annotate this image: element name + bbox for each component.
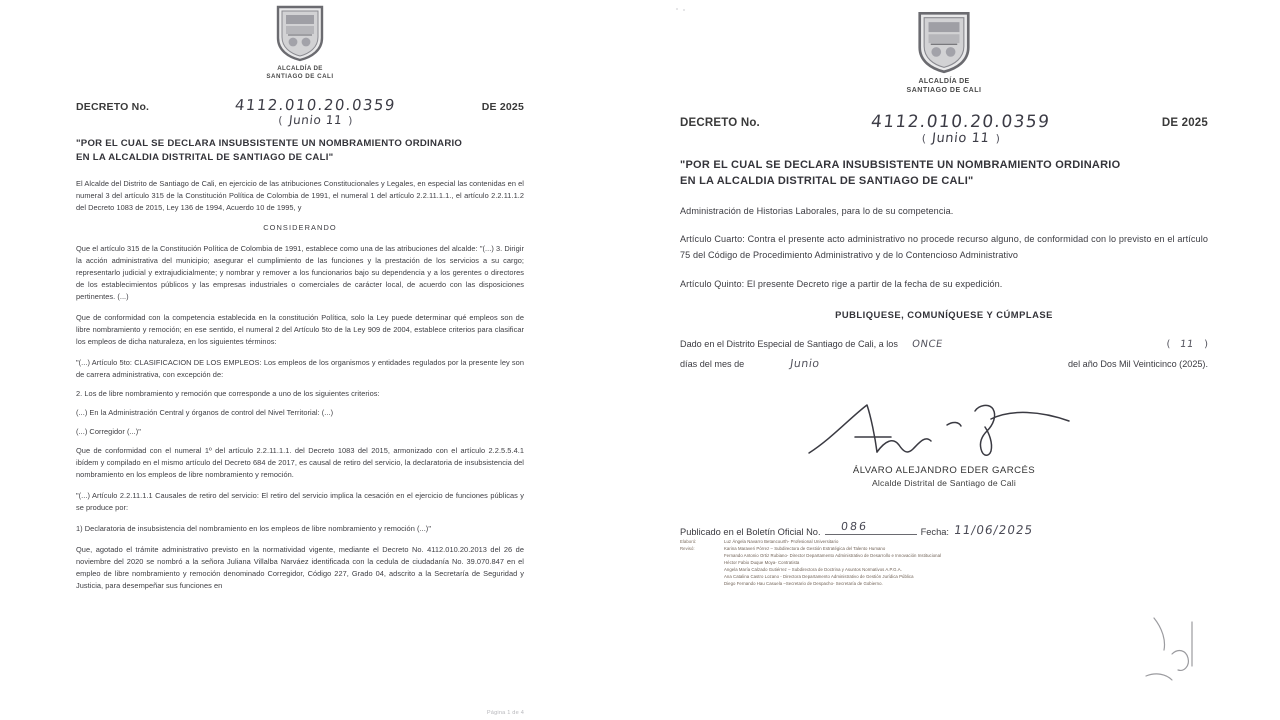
- dado-month-handwritten: Junio: [789, 357, 821, 371]
- margin-initials-marks-icon: [1142, 614, 1202, 684]
- paragraph-considerando-7: Que de conformidad con el numeral 1º del artículo 2.2.11.1.1. del Decreto 1083 del 2015, armonizado con el artículo 2.2.5.5.4.1 ibídem y compilado en el mismo artículo del Decreto 684 de 2017, es causal de retiro del servicio, la declaratoria de insubsistencia del nombramiento en los empleos de libre nombramiento y remoción.: [76, 446, 524, 480]
- signature-area: [680, 397, 1208, 517]
- dado-mid: días del mes de: [680, 359, 745, 370]
- signoff-row: [680, 539, 1208, 546]
- signoff-value: Fernando Antonio Ortiz Rubiano- Director Departamento Administrativo de Desarrollo e Innovación Institucional: [724, 553, 942, 559]
- document-title-left: [76, 137, 524, 165]
- letterhead-right: [680, 10, 1208, 96]
- paragraph-considerando-9: 1) Declaratoria de insubsistencia del nombramiento en los empleos de libre nombramiento y remoción (...)": [76, 524, 431, 534]
- fecha-handwritten: 11/06/2025: [953, 523, 1035, 538]
- decreto-label: DECRETO No.: [680, 116, 760, 129]
- dado-row-1: [680, 335, 1208, 354]
- dado-day-handwritten: ONCE: [911, 339, 944, 351]
- signoff-row: [680, 574, 1208, 581]
- decreto-number-area: [149, 96, 482, 127]
- decreto-date-row: [149, 113, 482, 127]
- signoff-value: Diego Fernando Hau Casuela –Secretario de Despacho- Secretaría de Gobierno.: [724, 580, 883, 586]
- signoff-list: [680, 539, 1208, 588]
- paragraph-considerando-6: (...) Corregidor (...)": [76, 427, 141, 437]
- title-line-2: EN LA ALCALDIA DISTRITAL DE SANTIAGO DE CALI": [76, 151, 334, 163]
- institution-name: [76, 65, 524, 82]
- paragraph-considerando-1: Que el artículo 315 de la Constitución Política de Colombia de 1991, establece como una de las atribuciones del alcalde: "(...) 3. Dirigir la acción administrativa del municipio; asegurar el cumplimiento de las funciones y la prestación de los servicios a su cargo; representarlo judicial y extrajudicialmente; y nombrar y remover a los funcionarios bajo su dependencia y a los gerentes o directores de los establecimientos públicos y las empresas industriales o comerciales de carácter local, de acuerdo con las disposiciones pertinentes. (...): [76, 244, 524, 302]
- signoff-key: [680, 560, 724, 567]
- paren-close: ): [348, 113, 353, 127]
- signoff-key: [680, 553, 724, 560]
- boletin-number-handwritten: 086: [839, 520, 869, 534]
- document-page-right: [670, 0, 1280, 720]
- document-body-right: [680, 204, 1208, 293]
- document-title-right: [680, 158, 1208, 190]
- dado-prefix: Dado en el Distrito Especial de Santiago de Cali, a los: [680, 339, 898, 350]
- decreto-year-label: DE 2025: [1161, 116, 1208, 129]
- signoff-key: Revisó:: [680, 546, 695, 552]
- publiquese-heading: PUBLIQUESE, COMUNÍQUESE Y CÚMPLASE: [835, 309, 1053, 321]
- dado-en-block: [680, 335, 1208, 375]
- signoff-value: Luz Ángela Navarro Betancourth- Profesional Universitario: [724, 539, 839, 545]
- signoff-key: Elaboró:: [680, 539, 697, 545]
- signatory-role: Alcalde Distrital de Santiago de Cali: [871, 478, 1017, 489]
- decree-header-right: [680, 112, 1208, 146]
- signoff-row: [680, 567, 1208, 574]
- title-line-2: EN LA ALCALDIA DISTRITAL DE SANTIAGO DE CALI": [680, 174, 974, 187]
- decreto-month-handwritten: Junio 11: [931, 130, 991, 146]
- institution-name: [680, 77, 1208, 96]
- boletin-oficial-line: [680, 521, 1208, 537]
- boletin-number-field: [825, 521, 917, 535]
- paragraph-considerando-8: "(...) Artículo 2.2.11.1.1 Causales de retiro del servicio: El retiro del servicio implica la cesación en el ejercicio de funciones públicas y se produce por:: [76, 491, 524, 513]
- dado-paren-number: 11: [1179, 339, 1195, 351]
- decreto-number-handwritten: 4112.010.20.0359: [234, 95, 397, 114]
- paren-open: (: [921, 131, 927, 145]
- signoff-key: [680, 581, 724, 588]
- paren-close: ): [995, 131, 1001, 145]
- page-gutter: [600, 0, 670, 720]
- signatory-name: ÁLVARO ALEJANDRO EDER GARCÉS: [852, 465, 1036, 477]
- institution-line-2: SANTIAGO DE CALI: [906, 87, 982, 95]
- paragraph-historias-laborales: Administración de Historias Laborales, para lo de su competencia.: [680, 205, 954, 216]
- paragraph-considerando-4: 2. Los de libre nombramiento y remoción que corresponde a uno de los siguientes criterios:: [76, 389, 380, 399]
- signoff-value: Héctor Fabio Duque Moya- Contratista: [724, 560, 800, 566]
- paragraph-considerando-5: (...) En la Administración Central y órganos de control del Nivel Territorial: (...): [76, 408, 334, 418]
- paragraph-articulo-quinto: Artículo Quinto: El presente Decreto rige a partir de la fecha de su expedición.: [680, 278, 1003, 289]
- decreto-number-handwritten: 4112.010.20.0359: [870, 111, 1052, 132]
- paragraph-articulo-cuarto: Artículo Cuarto: Contra el presente acto administrativo no procede recurso alguno, de conformidad con lo previsto en el artículo 75 del Código de Procedimiento Administrativo y de lo Contencioso Administrativo: [680, 234, 1208, 261]
- dado-paren-open: (: [1166, 339, 1171, 351]
- scan-speckle-artifact: [676, 8, 690, 12]
- paragraph-intro: El Alcalde del Distrito de Santiago de Cali, en ejercicio de las atribuciones Constitucionales y Legales, en especial las contenidas en el numeral 3 del artículo 315 de la Constitución Política de Colombia de 1991, el numeral 1 del artículo 2.2.11.1.1., el artículo 2.2.11.1.2 del Decreto 1083 de 2015, Ley 136 de 1994, Acuerdo 10 de 1995, y: [76, 178, 524, 212]
- decreto-label: DECRETO No.: [76, 100, 150, 113]
- coat-of-arms-icon: [915, 10, 973, 74]
- coat-of-arms-icon: [274, 4, 326, 62]
- considerando-heading: CONSIDERANDO: [263, 223, 337, 233]
- page-footer-left: Página 1 de 4: [486, 710, 524, 716]
- title-line-1: "POR EL CUAL SE DECLARA INSUBSISTENTE UN NOMBRAMIENTO ORDINARIO: [76, 137, 463, 149]
- institution-line-1: ALCALDÍA DE: [918, 78, 970, 85]
- paragraph-considerando-2: Que de conformidad con la competencia establecida en la constitución Política, solo la Ley puede determinar qué empleos son de libre nombramiento y remoción; en ese sentido, el numeral 2 del Artículo 5to de la Ley 909 de 2004, establece criterios para clasificar los empleos de dicha naturaleza, en los siguientes términos:: [76, 313, 524, 347]
- dado-paren-close: ): [1204, 339, 1208, 351]
- decreto-year-label: DE 2025: [481, 100, 524, 113]
- decreto-date-row: [760, 131, 1162, 146]
- signoff-value: Ana Catalina Castro Lozano - Directora Departamento Administrativo de Gestión Jurídica Pública: [724, 573, 914, 579]
- signoff-key: [680, 574, 724, 581]
- fecha-label: Fecha:: [920, 527, 949, 538]
- signoff-value: Angela María Calzado Gutiérrez – Subdirectora de Doctrina y Asuntos Normativos A.P.G.A.: [724, 567, 902, 573]
- paragraph-considerando-10: Que, agotado el trámite administrativo previsto en la normatividad vigente, mediante el Decreto No. 4112.010.20.2013 del 26 de noviembre del 2020 se nombró a la señora Juliana Villalba Narváez identificada con la cedula de ciudadanía No. 39.070.847 en el empleo de libre nombramiento y remoción denominado Corregidor, Código 227, Grado 04, adscrito a la Secretaría de Seguridad y Justicia, para desempeñar sus funciones en: [76, 545, 524, 591]
- institution-line-1: ALCALDÍA DE: [277, 65, 323, 72]
- dado-suffix: del año Dos Mil Veinticinco (2025).: [1067, 359, 1208, 370]
- signoff-row: [680, 581, 1208, 588]
- signoff-row: [680, 546, 1208, 553]
- title-line-1: "POR EL CUAL SE DECLARA INSUBSISTENTE UN NOMBRAMIENTO ORDINARIO: [680, 158, 1121, 171]
- handwritten-signature-icon: [779, 397, 1109, 463]
- institution-line-2: SANTIAGO DE CALI: [266, 73, 334, 81]
- decreto-number-area: [760, 112, 1162, 146]
- paren-open: (: [278, 113, 283, 127]
- boletin-prefix: Publicado en el Boletín Oficial No.: [680, 527, 821, 538]
- decreto-month-handwritten: Junio 11: [288, 112, 343, 127]
- signoff-row: [680, 560, 1208, 567]
- decree-header-left: [76, 96, 524, 127]
- signoff-row: [680, 553, 1208, 560]
- paragraph-considerando-3: "(...) Artículo 5to: CLASIFICACION DE LOS EMPLEOS: Los empleos de los organismos y entidades regulados por la presente ley son de carrera administrativa, con excepción de:: [76, 358, 524, 380]
- document-body-left: [76, 178, 524, 593]
- document-page-left: [0, 0, 600, 720]
- letterhead-left: [76, 4, 524, 82]
- signoff-key: [680, 567, 724, 574]
- dado-row-2: [680, 354, 1208, 375]
- signoff-value: Karina Maraveri Pórrez – Subdirectora de Gestión Estratégica del Talento Humano: [724, 546, 886, 552]
